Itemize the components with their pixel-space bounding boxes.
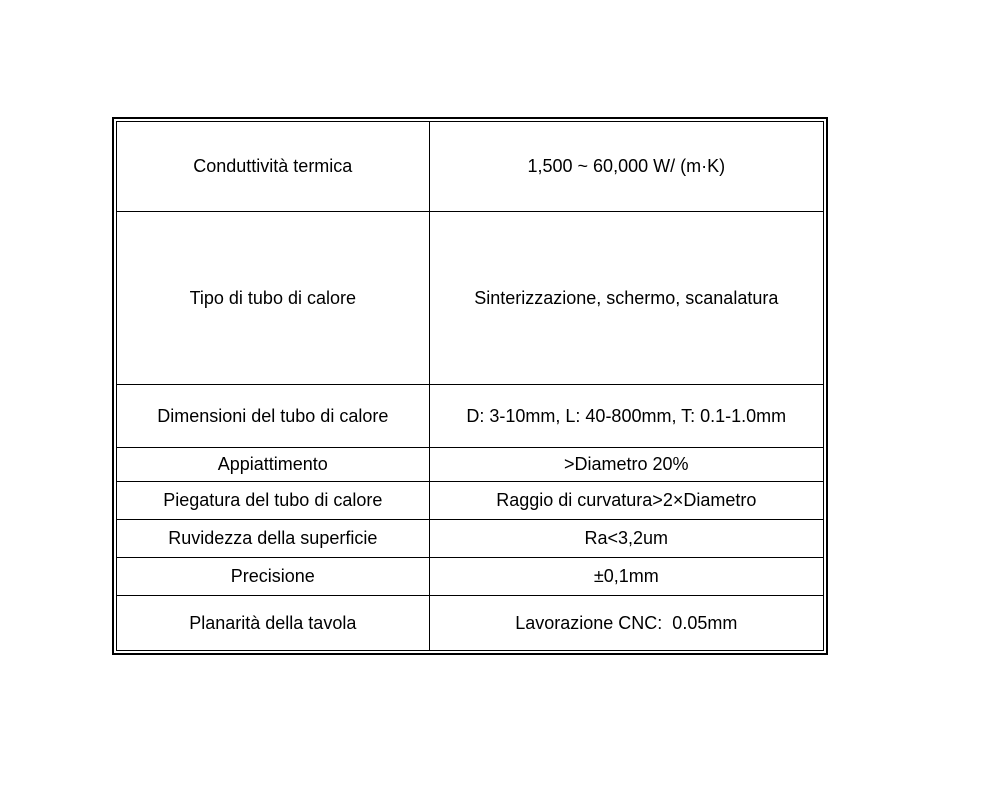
table-row bbox=[117, 596, 824, 651]
spec-label-flattening: Appiattimento bbox=[117, 448, 430, 482]
table-row bbox=[117, 385, 824, 448]
spec-value-heat-pipe-type: Sinterizzazione, schermo, scanalatura bbox=[429, 212, 823, 385]
spec-value-flattening: >Diametro 20% bbox=[429, 448, 823, 482]
table-row bbox=[117, 520, 824, 558]
spec-value-surface-roughness: Ra<3,2um bbox=[429, 520, 823, 558]
spec-label-bending: Piegatura del tubo di calore bbox=[117, 482, 430, 520]
spec-label-heat-pipe-type: Tipo di tubo di calore bbox=[117, 212, 430, 385]
spec-table-frame bbox=[112, 117, 828, 655]
table-row bbox=[117, 122, 824, 212]
table-row bbox=[117, 558, 824, 596]
spec-label-precision: Precisione bbox=[117, 558, 430, 596]
table-row bbox=[117, 212, 824, 385]
spec-value-thermal-conductivity: 1,500 ~ 60,000 W/ (m·K) bbox=[429, 122, 823, 212]
table-row bbox=[117, 448, 824, 482]
spec-value-table-flatness: Lavorazione CNC: 0.05mm bbox=[429, 596, 823, 651]
spec-label-heat-pipe-size: Dimensioni del tubo di calore bbox=[117, 385, 430, 448]
spec-label-thermal-conductivity: Conduttività termica bbox=[117, 122, 430, 212]
specifications-table bbox=[116, 121, 824, 651]
spec-value-bending: Raggio di curvatura>2×Diametro bbox=[429, 482, 823, 520]
spec-value-precision: ±0,1mm bbox=[429, 558, 823, 596]
spec-label-surface-roughness: Ruvidezza della superficie bbox=[117, 520, 430, 558]
spec-value-heat-pipe-size: D: 3-10mm, L: 40-800mm, T: 0.1-1.0mm bbox=[429, 385, 823, 448]
spec-label-table-flatness: Planarità della tavola bbox=[117, 596, 430, 651]
table-row bbox=[117, 482, 824, 520]
